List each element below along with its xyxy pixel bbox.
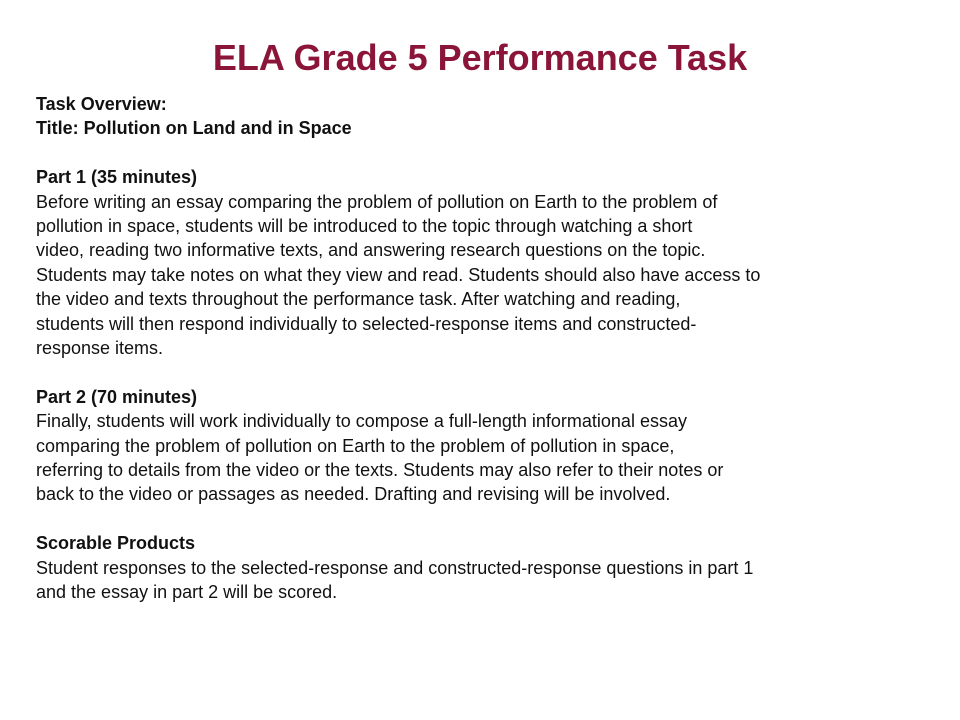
part1-heading: Part 1 (35 minutes) xyxy=(36,167,198,188)
part1-line: Before writing an essay comparing the problem of pollution on Earth to the problem of xyxy=(36,191,718,212)
part2-line: back to the video or passages as needed. Drafting and revising will be involved. xyxy=(36,484,671,505)
part1-line: pollution in space, students will be introduced to the topic through watching a short xyxy=(36,216,693,237)
part2-heading: Part 2 (70 minutes) xyxy=(36,386,198,407)
task-overview-heading: Task Overview: xyxy=(36,94,167,114)
part2-line: referring to details from the video or the texts. Students may also refer to their notes or xyxy=(36,460,724,481)
spacer xyxy=(36,360,926,384)
part1-line: the video and texts throughout the performance task. After watching and reading, xyxy=(36,289,681,310)
task-title: Title: Pollution on Land and in Space xyxy=(36,118,352,139)
slide-body xyxy=(36,92,926,604)
scorable-line: and the essay in part 2 will be scored. xyxy=(36,582,338,603)
part1-line: video, reading two informative texts, and answering research questions on the topic. xyxy=(36,240,706,261)
spacer xyxy=(36,141,926,165)
part2-line: Finally, students will work individually to compose a full-length informational essay xyxy=(36,411,687,432)
page-title: ELA Grade 5 Performance Task xyxy=(212,37,748,78)
spacer xyxy=(36,507,926,531)
part2-line: comparing the problem of pollution on Earth to the problem of pollution in space, xyxy=(36,435,675,456)
part1-line: Students may take notes on what they view and read. Students should also have access to xyxy=(36,264,761,285)
part1-line: response items. xyxy=(36,338,164,359)
scorable-line: Student responses to the selected-response and constructed-response questions in part 1 xyxy=(36,557,754,578)
scorable-heading: Scorable Products xyxy=(36,533,196,554)
part1-line: students will then respond individually to selected-response items and constructed- xyxy=(36,313,697,334)
